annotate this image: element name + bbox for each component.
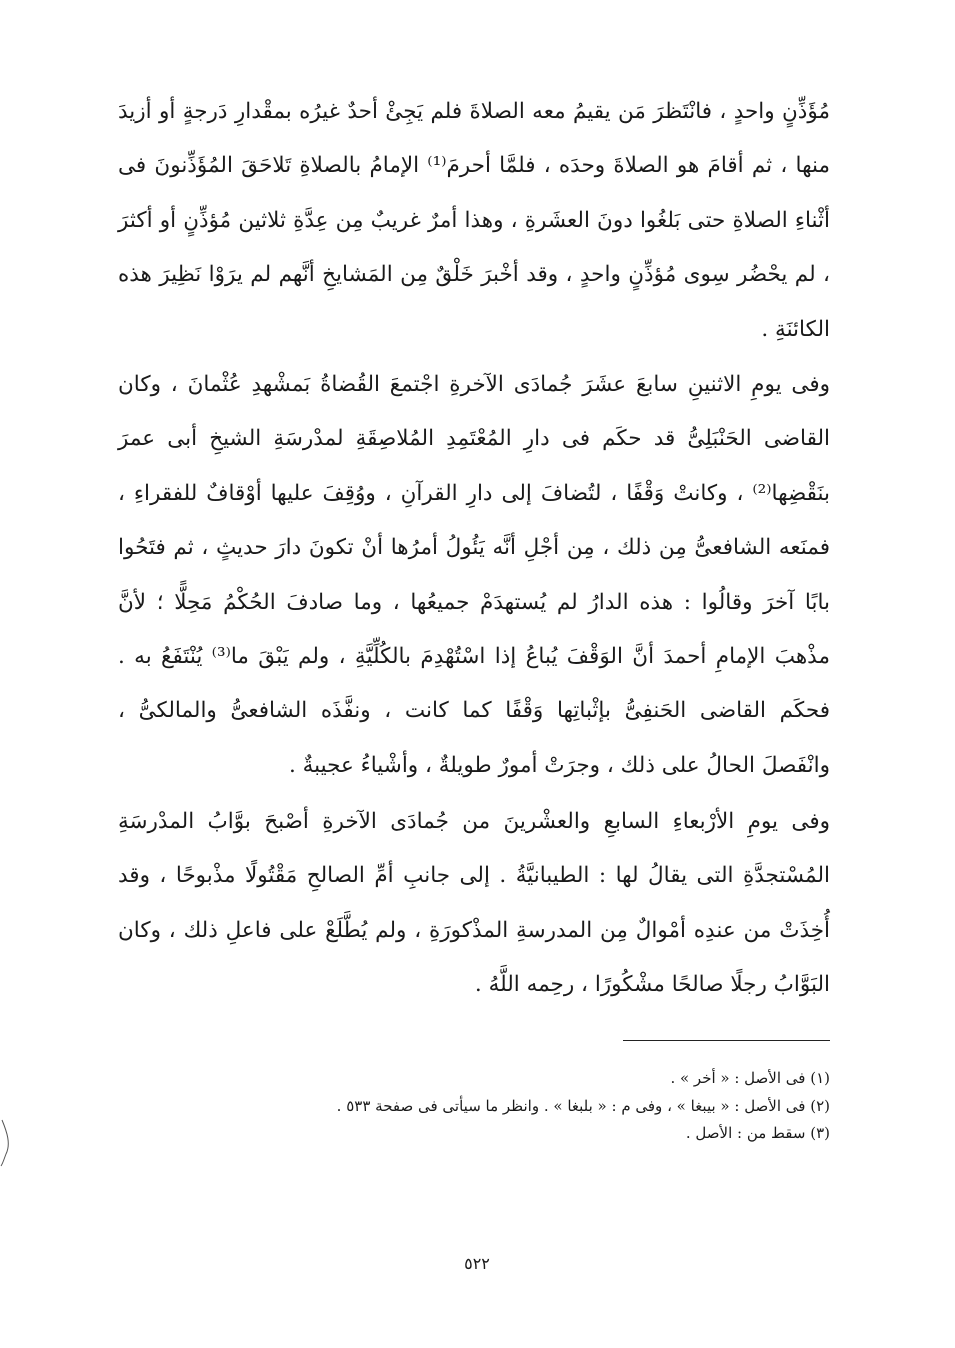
scan-edge-mark — [0, 1118, 14, 1168]
body-paragraph: مُؤَذِّنٍ واحدٍ ، فانْتَظرَ مَن يقيمُ معه الصلاةَ فلم يَجِئْ أحدٌ غيرُه بمقْدارِ دَرجةٍ أو أزيدَ منها ، ثم أقامَ هو الصلاةَ وحدَه ، فلمَّا أحرمَ⁽¹⁾ الإمامُ بالصلاةِ تَلاحَقَ المُؤَذِّنونَ فى أثْناءِ الصلاةِ حتى بَلغُوا دونَ العشَرةِ ، وهذا أمرٌ غريبٌ مِن عِدَّةِ ثلاثين مُؤذِّنٍ أو أكثرَ ، لم يحْضُر سِوى مُؤذِّنٍ واحدٍ ، وقد أخْبرَ خَلْقٌ مِن المَشايخِ أنَّهم لم يرَوْا نَظِيرَ هذه الكائنَةِ . — [118, 99, 830, 342]
footnotes — [118, 1065, 830, 1148]
footnote-3: (٣) سقط من : الأصل . — [685, 1124, 830, 1142]
body-paragraph: وفى يومِ الأرْبعاءِ السابعِ والعشْرينَ من جُمادَى الآخرةِ أصْبحَ بوَّابُ المدْرسَةِ المُسْتجدَّةِ التى يقالُ لها : الطيبانيَّةُ . إلى جانبِ أمِّ الصالحِ مَقْتُولًا مذْبوحًا ، وقد أُخِذَتْ من عندِه أمْوالٌ مِن المدرسةِ المذْكورَةِ ، ولم يُطَّلَعْ على فاعلِ ذلك ، وكان البَوَّابُ رجلًا صالحًا مشْكُورًا ، رحِمه اللَّهُ . — [118, 809, 830, 998]
footnote-2: (٢) فى الأصل : « بيبغا » ، وفى م : « بلبغا » . وانظر ما سيأتى فى صفحة ٥٣٣ . — [336, 1096, 830, 1115]
footnote-separator — [623, 1040, 830, 1041]
body-paragraph: وفى يومِ الاثنينِ سابعَ عشَرَ جُمادَى الآخرةِ اجْتمعَ القُضاةُ بَمشْهدِ عُثْمانَ ، وكان القاضى الحَنْبَلِىُّ قد حكَم فى دارِ المُعْتَمِدِ المُلاصِقَةِ لمدْرسَةِ الشيخِ أبى عمرَ بنَقْضِها⁽²⁾ ، وكانتْ وَقْفًا ، لتُضافَ إلى دارِ القرآنِ ، ووُقِفَ عليها أوْقافٌ للفقراءِ ، فمنَعه الشافعىُّ مِن ذلك ، مِن أجْلِ أنَّه يَئُولُ أمرُها أنْ تكونَ دارَ حديثٍ ، ثم فتَحُوا بابًا آخرَ وقالُوا : هذه الدارُ لم يُستهدَمْ جميعُها ، وما صادفَ الحُكْمُ مَحِلًّا ؛ لأنَّ مذْهبَ الإمامِ أحمدَ أنَّ الوَقْفَ يُباعُ إذا اسْتُهْدِمَ بالكُلِّيَّةِ ، ولم يَبْقَ ما⁽³⁾ يُنْتَفَعُ به . فحكَم القاضى الحَنفِىُّ بإثْباتِها وَقْفًا كما كانت ، ونفَّذَه الشافعىُّ والمالكىُّ ، وانْفَصلَ الحالُ على ذلك ، وجرَتْ أمورٌ طويلةٌ ، وأشْياءُ عجيبةٌ . — [118, 372, 830, 778]
footnote-1: (١) فى الأصل : « أخر » . — [670, 1069, 830, 1087]
page-number: ٥٢٢ — [464, 1254, 490, 1273]
